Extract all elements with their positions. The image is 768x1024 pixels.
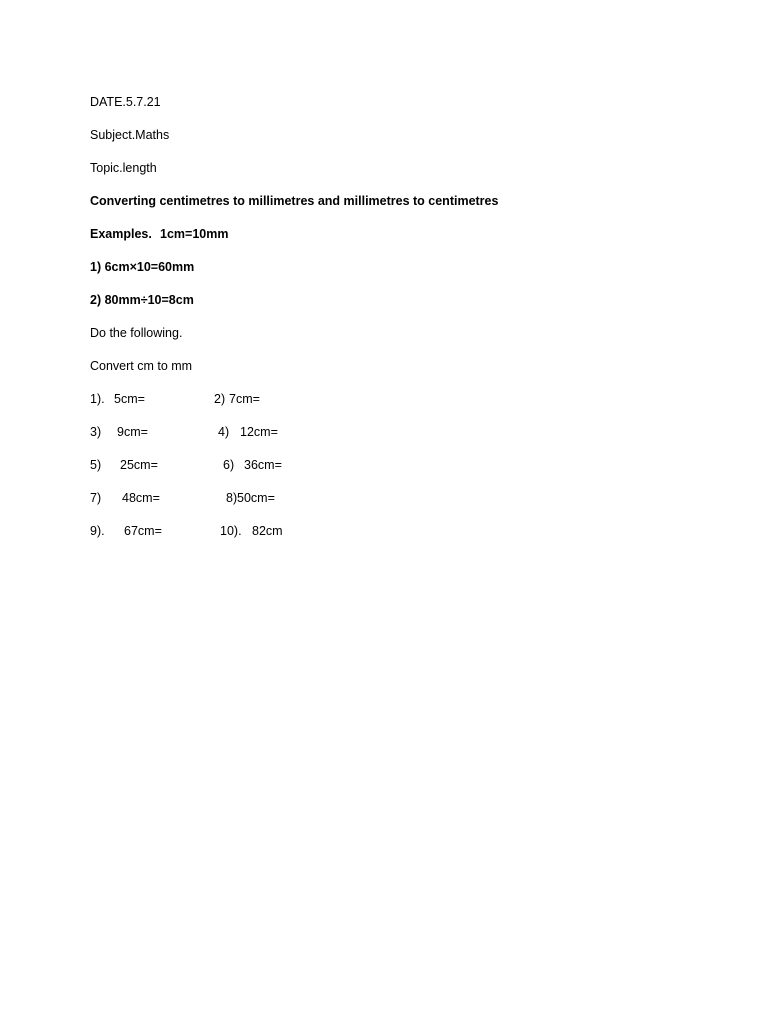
exercise-6-value: 36cm= xyxy=(244,458,282,472)
subject-line: Subject.Maths xyxy=(90,128,170,142)
instruction-line: Do the following. xyxy=(90,326,183,340)
exercise-10-number: 10). xyxy=(220,524,242,538)
exercise-2-value: 7cm= xyxy=(229,392,260,406)
exercise-7-number: 7) xyxy=(90,491,102,505)
exercise-7-value: 48cm= xyxy=(122,491,160,505)
task-line: Convert cm to mm xyxy=(90,359,193,373)
exercise-3-value: 9cm= xyxy=(117,425,148,439)
exercise-2-number: 2) xyxy=(214,392,226,406)
example-2: 2) 80mm÷10=8cm xyxy=(90,293,194,307)
exercise-4-number: 4) xyxy=(218,425,230,439)
exercise-5-number: 5) xyxy=(90,458,102,472)
exercise-10-value: 82cm xyxy=(252,524,283,538)
exercise-5-value: 25cm= xyxy=(120,458,158,472)
date-line: DATE.5.7.21 xyxy=(90,95,161,109)
exercise-9-value: 67cm= xyxy=(124,524,162,538)
exercise-4-value: 12cm= xyxy=(240,425,278,439)
example-1: 1) 6cm×10=60mm xyxy=(90,260,195,274)
exercise-1-number: 1). xyxy=(90,392,105,406)
exercise-1-value: 5cm= xyxy=(114,392,145,406)
exercise-9-number: 9). xyxy=(90,524,105,538)
topic-line: Topic.length xyxy=(90,161,157,175)
examples-label: Examples. xyxy=(90,227,152,241)
exercise-6-number: 6) xyxy=(223,458,235,472)
examples-rule: 1cm=10mm xyxy=(160,227,229,241)
exercise-3-number: 3) xyxy=(90,425,102,439)
exercise-8-value: 50cm= xyxy=(237,491,275,505)
exercise-8-number: 8) xyxy=(226,491,238,505)
heading-line: Converting centimetres to millimetres and millimetres to centimetres xyxy=(90,194,499,208)
